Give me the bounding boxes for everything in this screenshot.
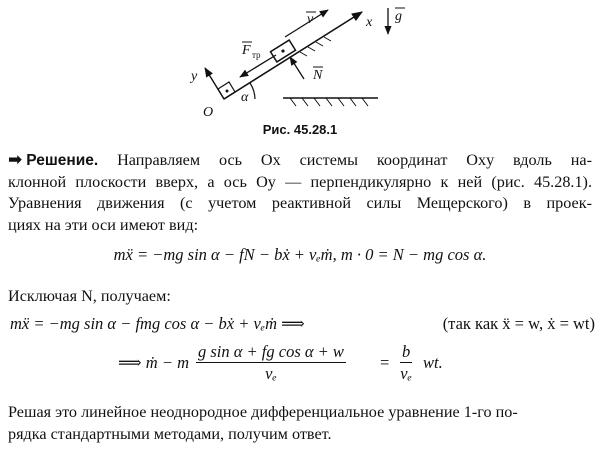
friction-subscript: тр xyxy=(252,50,261,60)
solution-arrow-icon: ➡ xyxy=(8,150,23,170)
equation-final-rhs-denominator: vₑ xyxy=(400,364,412,383)
normal-force-vector xyxy=(290,57,304,79)
equation-final-numerator: g sin α + fg cos α + w xyxy=(198,342,344,361)
x-axis-label: x xyxy=(366,15,373,30)
solution-paragraph-1 xyxy=(8,150,592,236)
angle-arc xyxy=(250,83,255,99)
para1-line-3: Уравнения движения (с учетом реактивной силы Мещерского) в проек- xyxy=(8,194,592,213)
equation-final-denominator: vₑ xyxy=(265,364,277,383)
equation-final-lead: ⟹ ṁ − m xyxy=(118,353,189,372)
equation-eliminated-note: (так как ẍ = w, ẋ = wt) xyxy=(442,314,595,333)
equation-final xyxy=(118,342,518,386)
origin-label: O xyxy=(203,105,214,120)
ground-surface xyxy=(283,98,378,106)
para1-line-4: циях на эти оси имеют вид: xyxy=(8,215,199,234)
normal-label: N xyxy=(313,68,323,83)
solution-lead: Решение. xyxy=(26,152,99,169)
equation-final-fraction xyxy=(196,342,346,385)
equation-motion: mẍ = −mg sin α − fN − bẋ + vₑṁ, m · 0 = N − mg cos α. xyxy=(113,245,487,264)
equation-final-equals: = xyxy=(380,353,390,372)
solution-paragraph-2: Исключая N, получаем: xyxy=(8,287,171,305)
angle-label: α xyxy=(241,90,249,105)
figure-caption: Рис. 45.28.1 xyxy=(262,122,338,137)
friction-label: F xyxy=(242,43,251,58)
vector-overbars xyxy=(242,8,405,67)
solution-paragraph-3 xyxy=(8,402,592,445)
para1-line-1 xyxy=(8,150,592,172)
equation-final-rhs-numerator: b xyxy=(402,342,411,361)
para1-line-2: клонной плоскости вверх, а ось Oy — перпендикулярно к ней (рис. 45.28.1). xyxy=(8,172,592,191)
y-axis-label: y xyxy=(191,69,198,84)
para3-line-1: Решая это линейное неоднородное дифференциальное уравнение 1-го по- xyxy=(8,403,518,421)
equation-eliminated xyxy=(10,314,595,334)
para3-line-2: рядка стандартными методами, получим ответ. xyxy=(8,424,332,443)
para1-line-1-text: Направляем ось Ox системы координат Oxy вдоль на- xyxy=(117,151,592,169)
incline-hatch xyxy=(300,37,331,56)
equation-final-rhs-fraction xyxy=(400,342,412,385)
equation-eliminated-body: mẍ = −mg sin α − fmg cos α − bẋ + vₑṁ ⟹ xyxy=(10,314,305,333)
velocity-label: v xyxy=(307,12,314,27)
right-angle-mark xyxy=(218,82,235,99)
equation-final-tail: wt. xyxy=(423,353,443,372)
gravity-label: g xyxy=(395,9,402,24)
